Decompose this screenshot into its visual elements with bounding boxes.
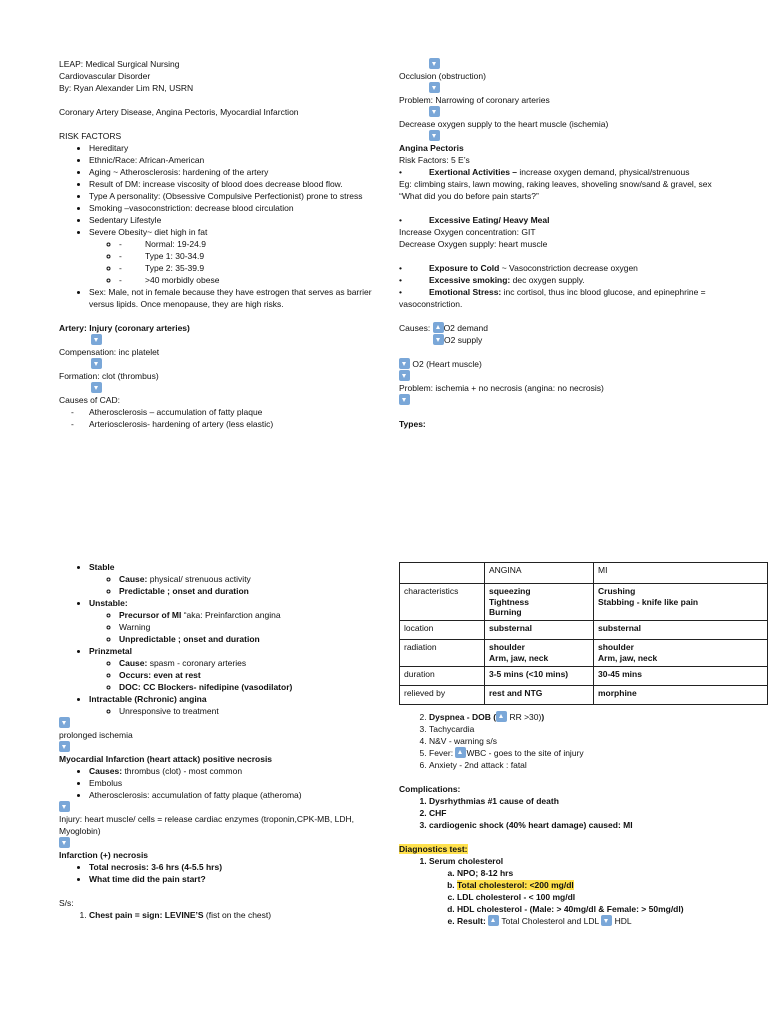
obesity-value: Type 1: 30-34.9 [145,251,205,261]
heart-o2-line: O2 (Heart muscle) [399,358,719,370]
types-list-4 [59,693,379,705]
table-row [400,584,768,621]
ss-item: 3. Tachycardia [429,723,767,735]
table-cell: squeezing Tightness Burning [485,584,594,621]
diagnostics-heading: Diagnostics test: [399,844,468,854]
down-arrow-icon [601,915,612,926]
ss-list-1 [59,909,379,921]
risk-5e: Risk Factors: 5 E’s [399,155,470,165]
table-cell: radiation [400,640,485,667]
prolonged-ischemia: prolonged ischemia [59,730,133,740]
table-cell: rest and NTG [485,686,594,705]
serum-cholesterol: 1. Serum cholesterol a. NPO; 8-12 hrs b. Total cholesterol: <200 mg/dl c. LDL cholesterol - < 100 mg/dl d. HDL cholesterol - (Male: > 40mg/dl & Female: > 50mg/dl) e. Result: Total Cholesterol and LDL HDL [429,855,767,927]
artery-formation: Formation: clot (thrombus) [59,371,159,381]
diag-hdl: d. HDL cholesterol - (Male: > 40mg/dl & Female: > 50mg/dl) [457,903,767,915]
table-cell: relieved by [400,686,485,705]
mi-time: • What time did the pain start? [89,873,379,885]
mi-heading: Myocardial Infarction (heart attack) positive necrosis [59,754,273,764]
artery-injury: Artery: Injury (coronary arteries) [59,323,190,333]
table-cell: duration [400,667,485,686]
exertional-eg: Eg: climbing stairs, lawn mowing, raking leaves, shoveling snow/sand & gravel, sex [399,179,712,189]
doc-subtitle: Cardiovascular Disorder [59,71,151,81]
table-cell: shoulder Arm, jaw, neck [485,640,594,667]
type-intractable: • Intractable (Rchronic) angina [89,693,379,705]
table-row [400,667,768,686]
risk-heading: RISK FACTORS [59,131,122,141]
obesity-item: ◦ - >40 morbidly obese [119,274,379,286]
artery-compensation: Compensation: inc platelet [59,347,160,357]
ss-item: 6. Anxiety - 2nd attack : fatal [429,759,767,771]
down-arrow-icon [91,358,102,369]
obesity-item: ◦ - Type 2: 35-39.9 [119,262,379,274]
table-cell: ANGINA [485,563,594,584]
down-arrow-icon [59,837,70,848]
risk-item: • Sedentary Lifestyle [89,214,379,226]
cad-cause: - Arteriosclerosis- hardening of artery (less elastic) [89,418,379,430]
complication-item: 3. cardiogenic shock (40% heart damage) caused: MI [429,819,767,831]
table-cell [400,563,485,584]
diagnostics-list [399,855,767,927]
up-arrow-icon [455,747,466,758]
cad-causes-list [59,406,379,430]
angina-heading: Angina Pectoris [399,143,464,153]
cad-causes-heading: Causes of CAD: [59,395,120,405]
doc-topic: Coronary Artery Disease, Angina Pectoris, Myocardial Infarction [59,107,299,117]
mi-cause: • Embolus [89,777,379,789]
complication-item: 2. CHF [429,807,767,819]
mi-necrosis-list [59,861,379,885]
down-arrow-icon [433,334,444,345]
cold-item: • Exposure to Cold ~ Vasoconstriction decrease oxygen [399,263,638,273]
types-list [59,561,379,573]
right-bottom-column [399,562,767,927]
table-cell: MI [594,563,768,584]
serum-sublist [429,867,767,927]
decrease-o2: Decrease Oxygen supply: heart muscle [399,239,548,249]
intract-unresponsive: ◦ Unresponsive to treatment [119,705,379,717]
down-arrow-icon [59,801,70,812]
down-arrow-icon [429,82,440,93]
table-row [400,686,768,705]
table-cell: 30-45 mins [594,667,768,686]
table-cell: substernal [485,621,594,640]
type-stable: • Stable [89,561,379,573]
left-top-column [59,58,379,430]
table-cell: substernal [594,621,768,640]
stable-cause: ◦ Cause: physical/ strenuous activity [119,573,379,585]
table-cell: characteristics [400,584,485,621]
down-arrow-icon [91,382,102,393]
types-heading: Types: [399,419,426,429]
complication-item: 1. Dysrhythmias #1 cause of death [429,795,767,807]
decrease-text: Decrease oxygen supply to the heart muscle (ischemia) [399,119,609,129]
ss-dyspnea: 2. Dyspnea - DOB ( RR >30)) [429,711,767,723]
table-cell: Crushing Stabbing - knife like pain [594,584,768,621]
mi-infarction: Infarction (+) necrosis [59,850,149,860]
smoking-item: • Excessive smoking: dec oxygen supply. [399,275,585,285]
right-top-column [399,58,719,430]
table-cell: location [400,621,485,640]
down-arrow-icon [91,334,102,345]
chest-pain: 1. Chest pain = sign: LEVINE’S (fist on the chest) [89,909,379,921]
angina-mi-table [399,562,768,705]
ss-list-2 [399,711,767,771]
risk-item: • Result of DM: increase viscosity of blood does decrease blood flow. [89,178,379,190]
mi-necrosis: • Total necrosis: 3-6 hrs (4-5.5 hrs) [89,861,379,873]
eating-item: • Excessive Eating/ Heavy Meal [399,215,550,225]
diag-result: e. Result: Total Cholesterol and LDL HDL [457,915,767,927]
obesity-value: Normal: 19-24.9 [145,239,206,249]
prinz-cause: ◦ Cause: spasm - coronary arteries [119,657,379,669]
obesity-item: ◦ - Type 1: 30-34.9 [119,250,379,262]
up-arrow-icon [488,915,499,926]
left-bottom-column [59,561,379,921]
diag-ldl: c. LDL cholesterol - < 100 mg/dl [457,891,767,903]
risk-item: • Smoking –vasoconstriction: decrease blood circulation [89,202,379,214]
supply-line: O2 supply [399,334,719,346]
down-arrow-icon [429,58,440,69]
diag-npo: a. NPO; 8-12 hrs [457,867,767,879]
table-row [400,640,768,667]
complications-list [399,795,767,831]
stable-predictable: ◦ Predictable ; onset and duration [119,585,379,597]
exertional-item: • Exertional Activities – increase oxygen demand, physical/strenuous [399,167,690,177]
risk-list [59,142,379,238]
cad-cause: - Atherosclerosis – accumulation of fatty plaque [89,406,379,418]
types-list-2 [59,597,379,609]
occlusion-text: Occlusion (obstruction) [399,71,486,81]
unstable-warning: ◦ Warning [119,621,379,633]
increase-o2: Increase Oxygen concentration: GIT [399,227,536,237]
down-arrow-icon [59,717,70,728]
obesity-value: >40 morbidly obese [145,275,220,285]
unstable-sub [59,609,379,645]
up-arrow-icon [433,322,444,333]
exertional-question: “What did you do before pain starts?” [399,191,539,201]
down-arrow-icon [399,358,410,369]
obesity-value: Type 2: 35-39.9 [145,263,205,273]
ss-heading: S/s: [59,898,74,908]
ss-item: 4. N&V - warning s/s [429,735,767,747]
obesity-item: ◦ - Normal: 19-24.9 [119,238,379,250]
down-arrow-icon [429,106,440,117]
complications-heading: Complications: [399,784,461,794]
risk-item: • Aging ~ Atherosclerosis: hardening of the artery [89,166,379,178]
risk-item: • Type A personality: (Obsessive Compulsive Perfectionist) prone to stress [89,190,379,202]
down-arrow-icon [429,130,440,141]
problem-text: Problem: Narrowing of coronary arteries [399,95,550,105]
mi-cause: • Atherosclerosis: accumulation of fatty plaque (atheroma) [89,789,379,801]
obesity-list [59,238,379,286]
mi-cause: • Causes: thrombus (clot) - most common [89,765,379,777]
up-arrow-icon [496,711,507,722]
types-list-3 [59,645,379,657]
table-row [400,621,768,640]
down-arrow-icon [399,370,410,381]
stable-sub [59,573,379,597]
down-arrow-icon [399,394,410,405]
table-cell: shoulder Arm, jaw, neck [594,640,768,667]
prinz-doc: ◦ DOC: CC Blockers- nifedipine (vasodilator) [119,681,379,693]
table-header-row [400,563,768,584]
prinz-occurs: ◦ Occurs: even at rest [119,669,379,681]
problem2-text: Problem: ischemia + no necrosis (angina: no necrosis) [399,383,604,393]
prinz-sub [59,657,379,693]
unstable-precursor: ◦ Precursor of MI “aka: Preinfarction angina [119,609,379,621]
type-prinzmetal: • Prinzmetal [89,645,379,657]
causes-line: Causes: O2 demand [399,323,488,333]
doc-author: By: Ryan Alexander Lim RN, USRN [59,83,194,93]
table-cell: 3-5 mins (<10 mins) [485,667,594,686]
risk-item: • Ethnic/Race: African-American [89,154,379,166]
doc-title: LEAP: Medical Surgical Nursing [59,59,180,69]
risk-item: • Severe Obesity~ diet high in fat [89,226,379,238]
risk-sex: • Sex: Male, not in female because they have estrogen that serves as barrier versus lipids. Once menopause, they are high risks. [89,286,379,310]
mi-causes-list [59,765,379,801]
down-arrow-icon [59,741,70,752]
stress-item: • Emotional Stress: inc cortisol, thus inc blood glucose, and epinephrine = vasoconstriction. [399,287,706,309]
table-cell: morphine [594,686,768,705]
risk-item: • Hereditary [89,142,379,154]
diag-total: b. Total cholesterol: <200 mg/dl [457,879,767,891]
intract-sub [59,705,379,717]
type-unstable: • Unstable: [89,597,379,609]
unstable-unpredictable: ◦ Unpredictable ; onset and duration [119,633,379,645]
ss-fever: 5. Fever: WBC - goes to the site of injury [429,747,767,759]
mi-injury: Injury: heart muscle/ cells = release cardiac enzymes (troponin,CPK-MB, LDH, Myoglobin) [59,814,355,836]
sex-list [59,286,379,310]
